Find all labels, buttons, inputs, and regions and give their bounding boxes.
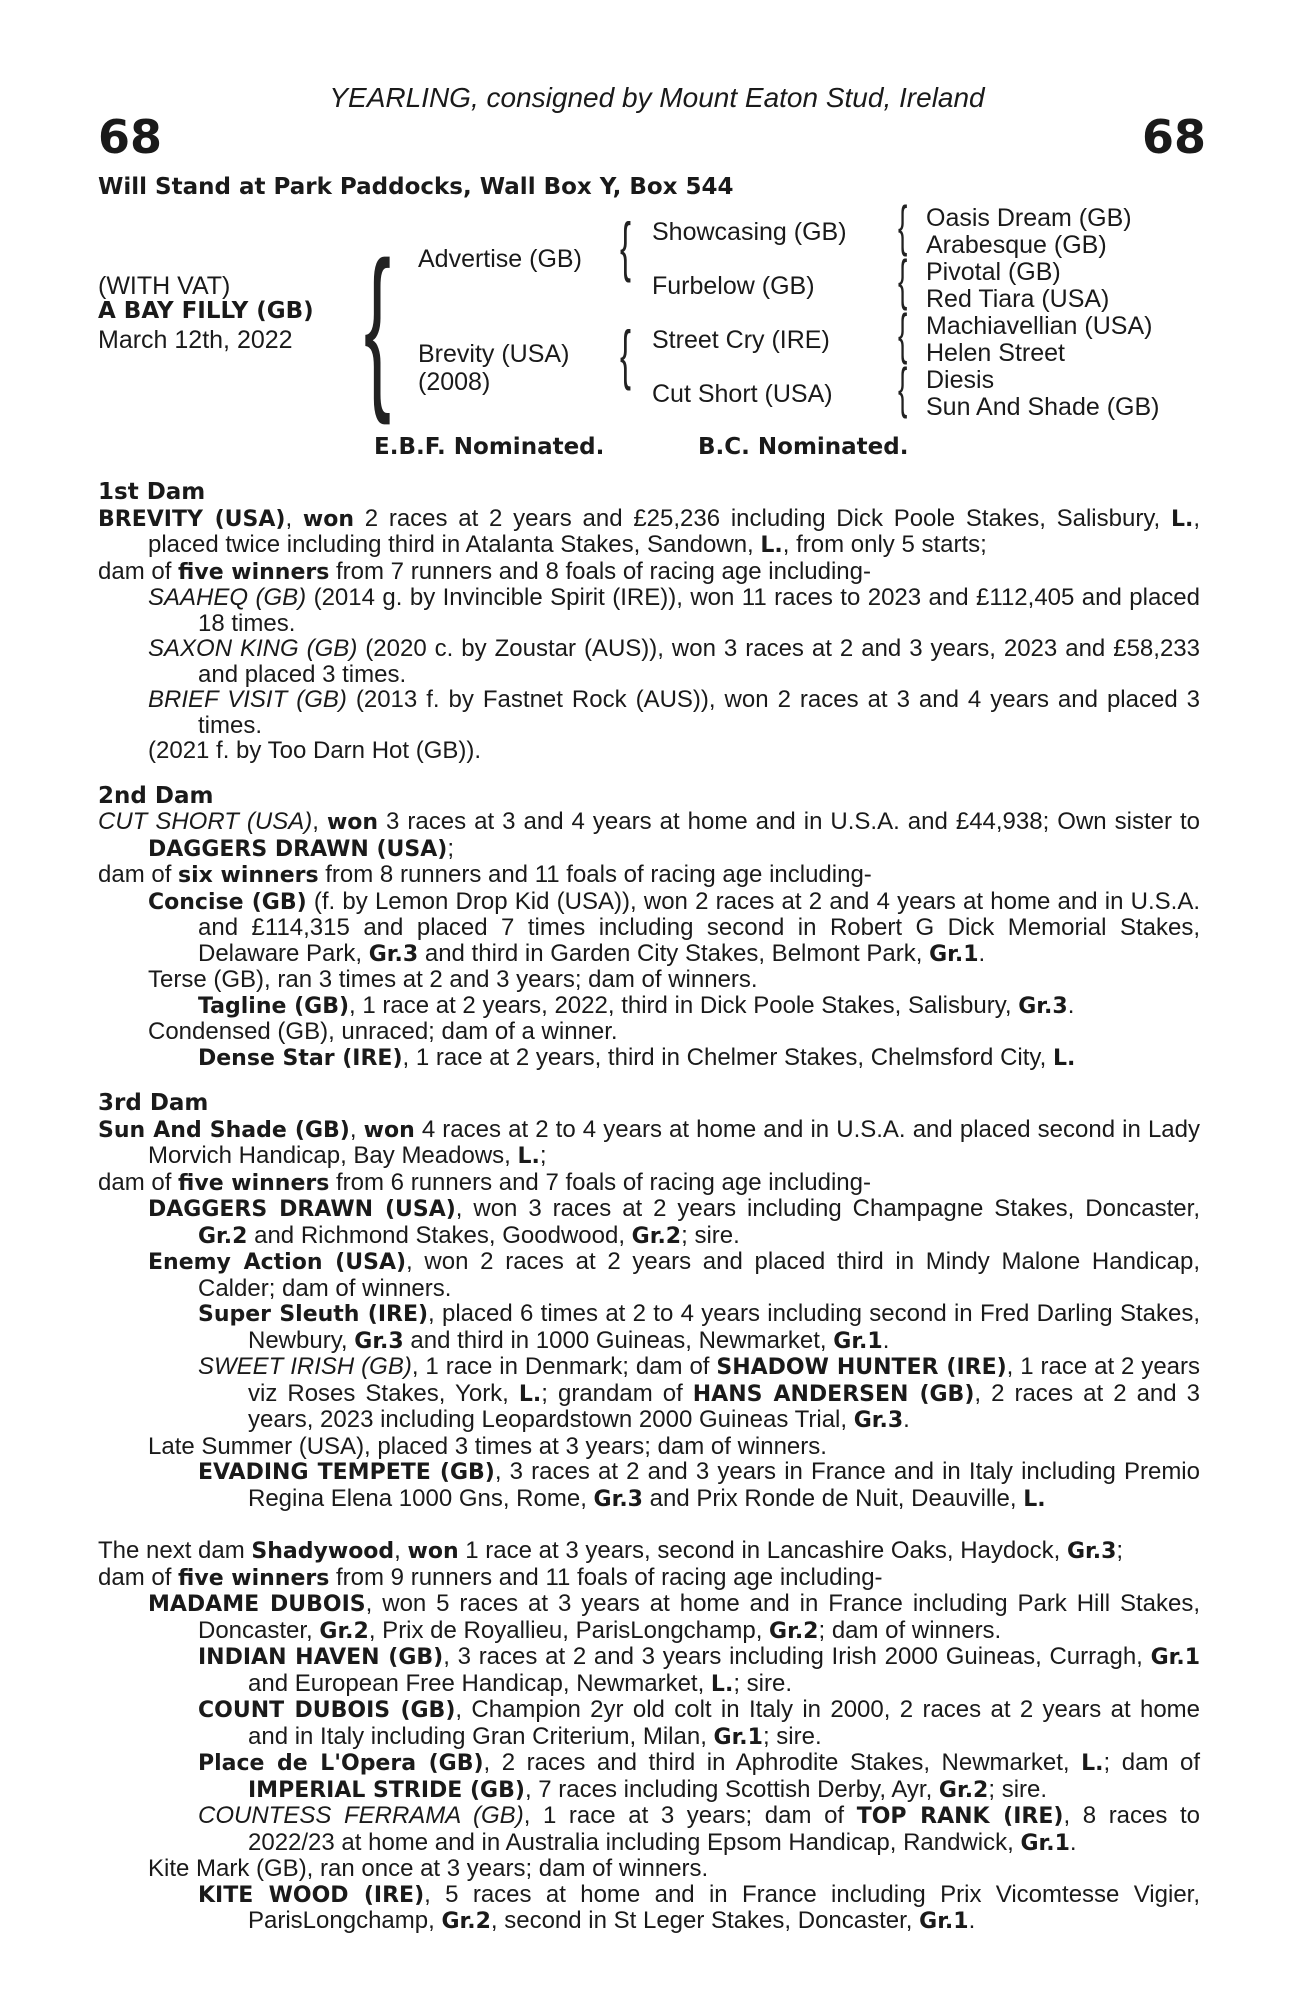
pedigree-ssd: Arabesque (GB) — [926, 231, 1107, 259]
pedigree-dss: Machiavellian (USA) — [926, 312, 1153, 340]
first-dam-produce-summary: dam of five winners from 7 runners and 8 foals of racing age including- — [98, 557, 871, 585]
next-dam-grandproduce-5: KITE WOOD (IRE), 5 races at home and in France including Prix Vicomtesse Vigier, ParisLongchamp, Gr.2, second in St Leger Stakes, Doncaster, Gr.1. — [198, 1880, 1200, 1934]
first-dam-produce-4: (2021 f. by Too Darn Hot (GB)). — [148, 737, 482, 764]
next-dam-grandproduce-3: Place de L'Opera (GB), 2 races and third in Aphrodite Stakes, Newmarket, L.; dam of IMPERIAL STRIDE (GB), 7 races including Scottish Derby, Ayr, Gr.2; sire. — [198, 1749, 1201, 1803]
third-dam-grandproduce-2: SWEET IRISH (GB), 1 race in Denmark; dam of SHADOW HUNTER (IRE), 1 race at 2 years viz Roses Stakes, York, L.; grandam of HANS ANDERSEN (GB), 2 races at 2 and 3 years, 2023 including Leopardstown 2000 Guineas Trial, Gr.3. — [198, 1353, 1200, 1433]
pedigree-dsd: Helen Street — [926, 339, 1065, 367]
stand-location: Will Stand at Park Paddocks, Wall Box Y, Box 544 — [98, 174, 734, 200]
bc-nomination: B.C. Nominated. — [698, 434, 909, 460]
pedigree-dam-dam: Cut Short (USA) — [652, 380, 833, 408]
lot-number-right: 68 — [1141, 110, 1206, 164]
third-dam-produce-summary: dam of five winners from 6 runners and 7 foals of racing age including- — [98, 1168, 871, 1196]
pedigree-sire: Advertise (GB) — [418, 245, 582, 273]
pedigree-brace-3b: { — [898, 248, 908, 311]
pedigree-sss: Oasis Dream (GB) — [926, 204, 1132, 232]
pedigree-brace-3d: { — [898, 356, 908, 419]
next-dam-grandproduce-4: COUNTESS FERRAMA (GB), 1 race at 3 years; dam of TOP RANK (IRE), 8 races to 2022/23 at home and in Australia including Epsom Handicap, Randwick, Gr.1. — [198, 1802, 1201, 1856]
third-dam-heading: 3rd Dam — [98, 1090, 209, 1116]
first-dam-record: BREVITY (USA), won 2 races at 2 years and £25,236 including Dick Poole Stakes, Salisbury, L., placed twice including third in Atalanta Stakes, Sandown, L., from only 5 starts; — [98, 504, 1201, 558]
pedigree-brace-2a: { — [620, 209, 632, 283]
next-dam-grandproduce-1: INDIAN HAVEN (GB), 3 races at 2 and 3 years including Irish 2000 Guineas, Curragh, Gr.1 and European Free Handicap, Newmarket, L.; sire. — [198, 1643, 1200, 1697]
second-dam-produce-3: Condensed (GB), unraced; dam of a winner. — [148, 1018, 618, 1045]
second-dam-produce-summary: dam of six winners from 8 runners and 11 foals of racing age including- — [98, 861, 872, 888]
horse-name: A BAY FILLY (GB) — [98, 298, 314, 324]
next-dam-produce-1: MADAME DUBOIS, won 5 races at 3 years at home and in France including Park Hill Stakes, Doncaster, Gr.2, Prix de Royallieu, ParisLongchamp, Gr.2; dam of winners. — [148, 1590, 1200, 1644]
third-dam-produce-3: Late Summer (USA), placed 3 times at 3 years; dam of winners. — [148, 1432, 827, 1460]
horse-dob: March 12th, 2022 — [98, 326, 293, 354]
catalogue-body — [98, 480, 1200, 1935]
second-dam-grandproduce-2: Dense Star (IRE), 1 race at 2 years, third in Chelmer Stakes, Chelmsford City, L. — [198, 1043, 1076, 1071]
second-dam-heading: 2nd Dam — [98, 782, 214, 809]
pedigree-brace-3c: { — [898, 302, 908, 365]
consignor-subtitle: YEARLING, consigned by Mount Eaton Stud, Ireland — [329, 82, 985, 113]
pedigree-dam: Brevity (USA) — [418, 340, 570, 368]
next-dam-produce-summary: dam of five winners from 9 runners and 11 foals of racing age including- — [98, 1563, 883, 1591]
second-dam-produce-2: Terse (GB), ran 3 times at 2 and 3 years; dam of winners. — [148, 966, 758, 993]
third-dam-grandproduce-3: EVADING TEMPETE (GB), 3 races at 2 and 3 years in France and in Italy including Premio Regina Elena 1000 Gns, Rome, Gr.3 and Prix Ronde de Nuit, Deauville, L. — [198, 1458, 1200, 1512]
next-dam-grandproduce-2: COUNT DUBOIS (GB), Champion 2yr old colt in Italy in 2000, 2 races at 2 years at home and in Italy including Gran Criterium, Milan, Gr.1; sire. — [198, 1696, 1201, 1750]
lot-number-left: 68 — [98, 110, 163, 164]
third-dam-record: Sun And Shade (GB), won 4 races at 2 to 4 years at home and in U.S.A. and placed second in Lady Morvich Handicap, Bay Meadows, L.; — [98, 1115, 1200, 1169]
third-dam-produce-2: Enemy Action (USA), won 2 races at 2 years and placed third in Mindy Malone Handicap, Calder; dam of winners. — [148, 1248, 1200, 1302]
vat-note: (WITH VAT) — [98, 272, 231, 300]
pedigree-sds: Pivotal (GB) — [926, 258, 1061, 286]
first-dam-heading: 1st Dam — [98, 479, 206, 505]
first-dam-produce-2: SAXON KING (GB) (2020 c. by Zoustar (AUS)), won 3 races at 2 and 3 years, 2023 and £58,233 and placed 3 times. — [148, 635, 1200, 688]
second-dam-grandproduce-1: Tagline (GB), 1 race at 2 years, 2022, third in Dick Poole Stakes, Salisbury, Gr.3. — [198, 991, 1075, 1019]
pedigree-brace-3a: { — [898, 194, 908, 257]
next-dam-record: The next dam Shadywood, won 1 race at 3 years, second in Lancashire Oaks, Haydock, Gr.3; — [98, 1537, 1124, 1564]
pedigree-brace-1: { — [364, 225, 392, 426]
pedigree-brace-2b: { — [620, 317, 632, 391]
third-dam-grandproduce-1: Super Sleuth (IRE), placed 6 times at 2 to 4 years including second in Fred Darling Stakes, Newbury, Gr.3 and third in 1000 Guineas, Newmarket, Gr.1. — [198, 1300, 1200, 1354]
pedigree-sire-sire: Showcasing (GB) — [652, 218, 847, 246]
pedigree-sdd: Red Tiara (USA) — [926, 285, 1110, 313]
pedigree-dam-year: (2008) — [418, 368, 491, 396]
ebf-nomination: E.B.F. Nominated. — [374, 434, 605, 460]
pedigree-ddd: Sun And Shade (GB) — [926, 393, 1160, 421]
first-dam-produce-1: SAAHEQ (GB) (2014 g. by Invincible Spirit (IRE)), won 11 races to 2023 and £112,405 and placed 18 times. — [148, 584, 1200, 637]
first-dam-produce-3: BRIEF VISIT (GB) (2013 f. by Fastnet Rock (AUS)), won 2 races at 3 and 4 years and placed 3 times. — [148, 686, 1201, 739]
second-dam-produce-1: Concise (GB) (f. by Lemon Drop Kid (USA)), won 2 races at 2 and 4 years at home and in U.S.A. and £114,315 and placed 7 times including second in Robert G Dick Memorial Stakes, Delaware Park, Gr.3 and third in Garden City Stakes, Belmont Park, Gr.1. — [148, 887, 1200, 967]
third-dam-produce-1: DAGGERS DRAWN (USA), won 3 races at 2 years including Champagne Stakes, Doncaster, Gr.2 and Richmond Stakes, Goodwood, Gr.2; sire. — [148, 1195, 1200, 1249]
next-dam-produce-2: Kite Mark (GB), ran once at 3 years; dam of winners. — [148, 1855, 709, 1882]
pedigree-sire-dam: Furbelow (GB) — [652, 272, 815, 300]
second-dam-record: CUT SHORT (USA), won 3 races at 3 and 4 years at home and in U.S.A. and £44,938; Own sister to DAGGERS DRAWN (USA); — [98, 808, 1201, 862]
pedigree-dds: Diesis — [926, 366, 995, 394]
pedigree-dam-sire: Street Cry (IRE) — [652, 326, 830, 354]
